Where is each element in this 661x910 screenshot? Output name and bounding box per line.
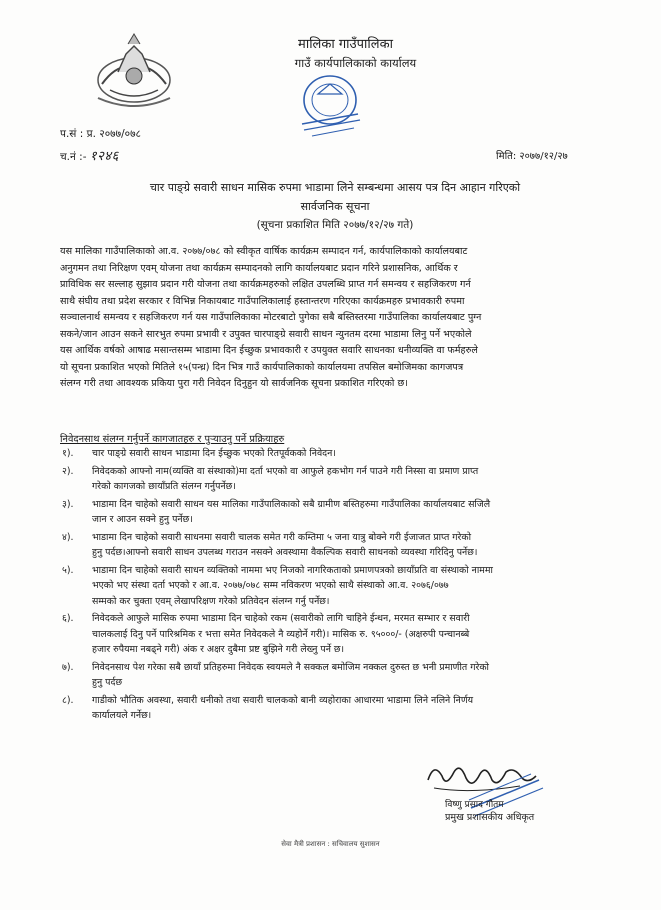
list-item: [58, 446, 618, 462]
letter-date: मिति: २०७७/१२/२७: [496, 151, 568, 162]
item-text: भाडामा दिन चाहेको सवारी साधनमा सवारी चालक समेत गरी कम्तिमा ५ जना यात्रु बोक्ने गरी ईजाजत प्राप्त गरेको: [92, 531, 472, 543]
chalani-label: च.नं :-: [60, 151, 87, 163]
requirements-list: [58, 446, 618, 726]
office-name: गाउँ कार्यपालिकाको कार्यालय: [294, 56, 417, 70]
org-name: मालिका गाउँपालिका: [298, 37, 393, 52]
item-number: ४).: [62, 531, 74, 543]
item-number: ८).: [62, 694, 74, 706]
signatory-name: विष्णु प्रसाद गौतम: [445, 800, 504, 810]
list-item: [58, 497, 618, 528]
body-line: प्राविधिक सर सल्लाह सुझाव प्रदान गरी योजना तथा कार्यक्रमहरुको लक्षित उपलब्धि प्राप्त गर्न समन्वय र सहजिकरण गर्न: [60, 279, 471, 290]
body-line: यो सूचना प्रकाशित भएको मितिले १५(पन्ध्र) दिन भित्र गाउँ कार्यपालिकाको कार्यालयमा तपसिल बमोजिमका कागजपत्र: [60, 361, 464, 373]
body-line: संलग्न गरी तथा आवश्यक प्रकिया पुरा गरी निवेदन दिनुहुन यो सार्वजनिक सूचना प्रकाशित गरिएको छ।: [60, 378, 408, 389]
item-number: ३).: [62, 498, 74, 510]
item-text: जान र आउन सक्ने हुनु पर्नेछ।: [92, 514, 193, 525]
list-item: [58, 660, 618, 691]
list-item: [58, 563, 618, 610]
list-item: [58, 464, 618, 495]
item-number: २).: [62, 465, 74, 477]
item-text: हुनु पर्दछ।आफ्नो सवारी साधन उपलब्ध गराउन नसक्ने अवस्थामा वैकल्पिक सवारी साधनको व्यवस्था गरिदिनु पर्नेछ।: [92, 547, 478, 558]
body-paragraph: [60, 244, 612, 393]
item-text: निवेदकले आफुले मासिक रुपमा भाडामा दिन चाहेको रकम (सवारीको लागि चाहिने ईन्धन, मरमत सम्भार र सवारी: [92, 613, 470, 624]
body-line: यस आर्थिक वर्षको आषाढ मसान्तसम्म भाडामा दिन ईच्छुक प्रभावकारी र उपयुक्त सवारि साधनका धनीव्यक्ति वा फर्महरुले: [60, 345, 478, 356]
item-text: गाडीको भौतिक अवस्था, सवारी धनीको तथा सवारी चालकको बानी व्यहोराका आधारमा भाडामा लिने नलिने निर्णय: [92, 694, 474, 706]
chalani-value: १२४६: [89, 149, 119, 164]
item-text: चालकलाई दिनु पर्ने पारिश्रमिक र भत्ता समेत निवेदकले नै व्यहोर्ने गरी)। मासिक रु. ९५०००/- (अक्षरुपी पन्चानब्बे: [92, 628, 470, 640]
item-text: निवेदकको आफ्नो नाम(व्यक्ति वा संस्थाको)मा दर्ता भएको वा आफुले हकभोग गर्न पाउने गरी निस्सा वा प्रमाण प्राप्त: [92, 465, 479, 477]
body-line: सकने/जान आउन सकने सारभुत रुपमा प्रभावी र उपुक्त चारपाङ्ग्रे सवारी साधन न्युनतम दरमा भाडामा लिनु पर्ने भएकोले: [60, 328, 472, 340]
item-text: हजार रुपैयमा नबढ्ने गरी) अंक र अक्षर दुबैमा प्रष्ट बुझिने गरी लेख्नु पर्ने छ।: [92, 644, 345, 655]
item-number: ६).: [62, 613, 74, 624]
publication-date-note: (सूचना प्रकाशित मिति २०७७/१२/२७ गते): [256, 219, 414, 231]
list-item: [58, 611, 618, 658]
signatory-designation: प्रमुख प्रशासकीय अधिकृत: [445, 812, 535, 823]
item-text: चार पाङ्ग्रे सवारी साधन भाडामा दिन ईच्छुक भएको रितपूर्वकको निवेदन।: [92, 448, 336, 459]
notice-title: चार पाङ्ग्रे सवारी साधन मासिक रुपमा भाडामा लिने सम्बन्धमा आसय पत्र दिन आहान गरिएको: [149, 181, 521, 194]
item-number: १).: [62, 448, 74, 459]
item-text: निवेदनसाथ पेश गरेका सबै छायाँ प्रतिहरुमा निवेदक स्वयमले नै सक्कल बमोजिम नक्कल दुरुस्त छ भनी प्रमाणीत गरेको: [92, 661, 489, 673]
item-text: कार्यालयले गर्नेछ।: [92, 710, 152, 721]
body-line: सञ्चालनार्थ समन्वय र सहजिकरण गर्न यस गाउँपालिकाका मोटरबाटो पुगेका सबै बस्तिस्तरमा गाउँपालिका कार्यालयबाट पुग्न: [60, 312, 482, 323]
body-line: साथै संघीय तथा प्रदेश सरकार र विभिन्न निकायबाट गाउँपालिकालाई हस्तान्तरण गरिएका कार्यक्रमहरु प्रभावकारी रुपमा: [60, 295, 465, 307]
item-text: भएको भए संस्था दर्ता भएको र आ.व. २०७७/०७८ सम्म नविकरण भएको साथै संस्थाको आ.व. २०७६/०७७: [92, 580, 449, 591]
item-text: हुनु पर्दछ: [92, 677, 123, 688]
item-number: ७).: [62, 661, 74, 673]
item-text: गरेको कागजको छायाँप्रति संलग्न गर्नुपर्नेछ।: [92, 481, 236, 492]
item-text: भाडामा दिन चाहेको सवारी साधन व्यक्तिको नाममा भए निजको नागरिकताको प्रमाणपत्रको छायाँप्रति वा संस्थाको नाममा: [92, 564, 493, 576]
requirements-heading: निवेदनसाथ संलग्न गर्नुपर्ने कागजातहरु र पुऱ्याउनु पर्ने प्रक्रियाहरु: [60, 434, 285, 445]
patra-sankhya: प.सं : प्र. २०७७/०७८: [60, 128, 142, 140]
chalani-number: [60, 146, 119, 164]
body-line: अनुगमन तथा निरिक्षण एवम् योजना तथा कार्यक्रम सम्पादनको लागि कार्यालयबाट प्रदान गरिने प्रशासनिक, आर्थिक र: [60, 262, 458, 274]
item-text: भाडामा दिन चाहेको सवारी साधन यस मालिका गाउँपालिकाको सबै ग्रामीण बस्तिहरुमा गाउँपालिका कार्यालयबाट सजिलै: [92, 498, 491, 510]
body-line: यस मालिका गाउँपालिकाको आ.व. २०७७/०७८ को स्वीकृत वार्षिक कार्यक्रम सम्पादन गर्न, कार्यपालिकाको कार्यालयबाट: [60, 246, 468, 257]
item-number: ५).: [62, 564, 74, 576]
notice-subtitle: सार्वजनिक सूचना: [300, 200, 370, 213]
item-text: सम्मको कर चुक्ता एवम् लेखापरिक्षण गरेको प्रतिवेदन संलग्न गर्नु पर्नेछ।: [92, 595, 330, 607]
list-item: [58, 530, 618, 561]
list-item: [58, 693, 618, 724]
footer-slogan: सेवा मैत्री प्रशासन : सचिवालय सुशासन: [281, 840, 380, 848]
office-seal-stamp: [288, 66, 372, 144]
